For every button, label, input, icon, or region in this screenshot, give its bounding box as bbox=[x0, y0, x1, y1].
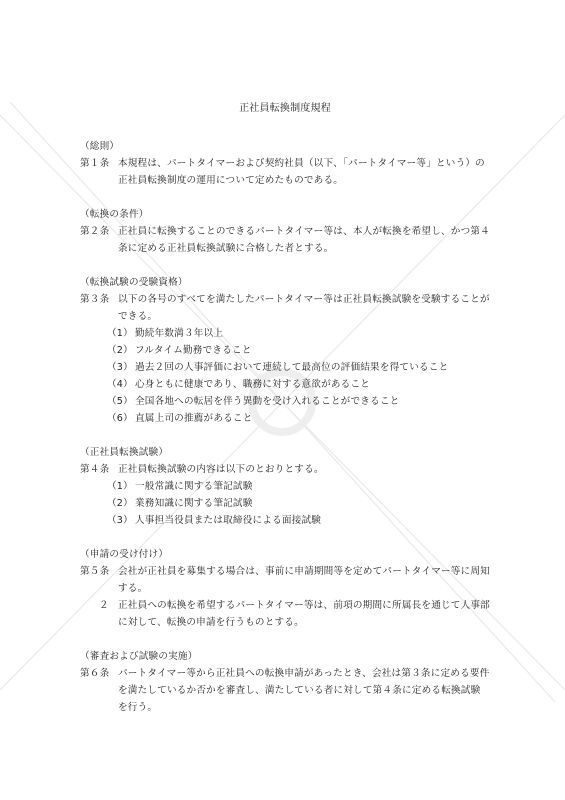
article-number: 第６条 bbox=[80, 668, 110, 679]
article-5-paragraph-2 bbox=[80, 597, 490, 631]
item-text: 人事担当役員または取締役による面接試験 bbox=[135, 515, 322, 526]
article-text: パートタイマー等から正社員への転換申請があったとき、会社は第３条に定める要件を満たしているか否かを審査し、満たしている者に対して第４条に定める転換試験を行う。 bbox=[118, 668, 490, 713]
document-body bbox=[80, 100, 490, 716]
list-item bbox=[80, 512, 490, 529]
item-text: 業務知識に関する筆記試験 bbox=[135, 498, 253, 509]
list-item bbox=[80, 325, 490, 342]
list-item bbox=[80, 410, 490, 427]
item-text: フルタイム勤務できること bbox=[135, 345, 252, 356]
item-number: （1） bbox=[107, 328, 133, 339]
item-number: （5） bbox=[107, 396, 133, 407]
paragraph-text: 正社員への転換を希望するパートタイマー等は、前項の期間に所属長を通じて人事部に対して、転換の申請を行うものとする。 bbox=[118, 600, 490, 628]
document-title: 正社員転換制度規程 bbox=[239, 103, 331, 114]
section-heading: （転換試験の受験資格） bbox=[80, 277, 188, 288]
list-item bbox=[80, 376, 490, 393]
section-heading: （申請の受け付け） bbox=[80, 549, 169, 560]
list-item bbox=[80, 359, 490, 376]
article-5 bbox=[80, 563, 490, 597]
article-4-items bbox=[80, 478, 490, 529]
article-number: 第５条 bbox=[80, 566, 110, 577]
article-text: 正社員転換試験の内容は以下のとおりとする。 bbox=[118, 464, 324, 475]
article-2 bbox=[80, 223, 490, 257]
section-heading: （総則） bbox=[80, 141, 120, 152]
section-heading: （正社員転換試験） bbox=[80, 447, 169, 458]
article-1 bbox=[80, 155, 490, 189]
item-number: （6） bbox=[107, 413, 133, 424]
article-number: 第２条 bbox=[80, 226, 110, 237]
list-item bbox=[80, 495, 490, 512]
article-text: 本規程は、パートタイマーおよび契約社員（以下、「パートタイマー等」という）の正社員転換制度の運用について定めたものである。 bbox=[118, 158, 485, 186]
item-text: 一般常識に関する筆記試験 bbox=[135, 481, 253, 492]
article-number: 第１条 bbox=[80, 158, 110, 169]
section-heading: （転換の条件） bbox=[80, 209, 149, 220]
item-number: （3） bbox=[107, 362, 133, 373]
item-text: 直属上司の推薦があること bbox=[135, 413, 253, 424]
item-text: 心身ともに健康であり、職務に対する意欲があること bbox=[135, 379, 371, 390]
list-item bbox=[80, 478, 490, 495]
article-number: 第３条 bbox=[80, 294, 110, 305]
list-item bbox=[80, 393, 490, 410]
article-text: 正社員に転換することのできるパートタイマー等は、本人が転換を希望し、かつ第４条に定める正社員転換試験に合格した者とする。 bbox=[118, 226, 490, 254]
item-number: （3） bbox=[107, 515, 133, 526]
section-heading: （審査および試験の実施） bbox=[80, 651, 198, 662]
list-item bbox=[80, 342, 490, 359]
article-4 bbox=[80, 461, 490, 478]
article-text: 会社が正社員を募集する場合は、事前に申請期間等を定めてパートタイマー等に周知する。 bbox=[118, 566, 490, 594]
article-text: 以下の各号のすべてを満たしたパートタイマー等は正社員転換試験を受験することができる。 bbox=[118, 294, 490, 322]
article-number: 第４条 bbox=[80, 464, 110, 475]
article-6 bbox=[80, 665, 490, 716]
article-3 bbox=[80, 291, 490, 325]
item-text: 勤続年数満３年以上 bbox=[135, 328, 224, 339]
article-3-items bbox=[80, 325, 490, 427]
item-number: （1） bbox=[107, 481, 133, 492]
item-text: 過去２回の人事評価において連続して最高位の評価結果を得ていること bbox=[135, 362, 449, 373]
item-number: （2） bbox=[107, 345, 133, 356]
item-number: （2） bbox=[107, 498, 133, 509]
item-number: （4） bbox=[107, 379, 133, 390]
item-text: 全国各地への転居を伴う異動を受け入れることができること bbox=[135, 396, 400, 407]
paragraph-number: ２ bbox=[99, 600, 109, 611]
